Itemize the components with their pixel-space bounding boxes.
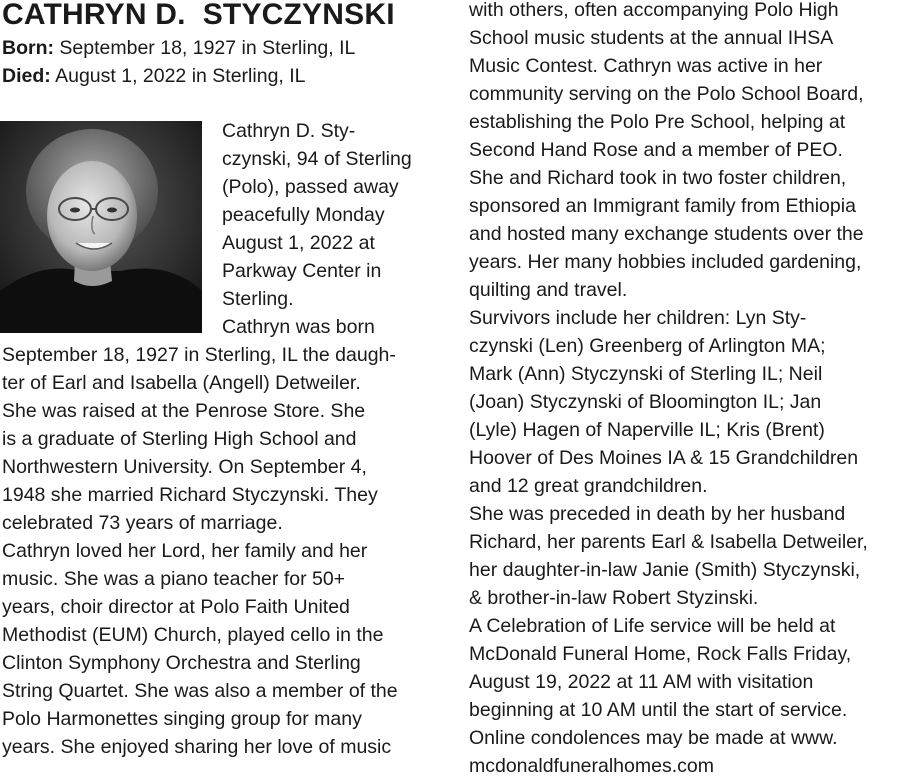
text-line: August 19, 2022 at 11 AM with visitation <box>469 671 814 693</box>
text-line: Second Hand Rose and a member of PEO. <box>469 139 843 161</box>
text-line: McDonald Funeral Home, Rock Falls Friday, <box>469 643 852 665</box>
text-line: and 12 great grandchildren. <box>469 475 708 497</box>
text-line: Music Contest. Cathryn was active in her <box>469 55 823 77</box>
born-line <box>2 34 355 62</box>
text-line: Cathryn D. Sty- <box>222 120 356 142</box>
text-line: (Joan) Styczynski of Bloomington IL; Jan <box>469 391 822 413</box>
text-line: 1948 she married Richard Styczynski. They <box>2 484 378 506</box>
text-line: Mark (Ann) Styczynski of Sterling IL; Neil <box>469 363 823 385</box>
text-line: her daughter-in-law Janie (Smith) Styczynski, <box>469 559 861 581</box>
text-line: A Celebration of Life service will be held at <box>469 615 836 637</box>
text-line: (Polo), passed away <box>222 176 399 198</box>
obituary-title: CATHRYN D. STYCZYNSKI <box>2 0 395 31</box>
text-line: Polo Harmonettes singing group for many <box>2 708 362 730</box>
text-line: mcdonaldfuneralhomes.com <box>469 755 714 777</box>
text-line: (Lyle) Hagen of Naperville IL; Kris (Brent) <box>469 419 825 441</box>
text-line: is a graduate of Sterling High School and <box>2 428 357 450</box>
text-line: community serving on the Polo School Board, <box>469 83 864 105</box>
text-line: czynski, 94 of Sterling <box>222 148 412 170</box>
text-line: establishing the Polo Pre School, helping at <box>469 111 846 133</box>
text-line: years, choir director at Polo Faith United <box>2 596 350 618</box>
text-line: Clinton Symphony Orchestra and Sterling <box>2 652 361 674</box>
portrait-image <box>0 121 202 333</box>
text-line: years. Her many hobbies included gardening, <box>469 251 862 273</box>
text-line: sponsored an Immigrant family from Ethiopia <box>469 195 856 217</box>
text-line: and hosted many exchange students over the <box>469 223 864 245</box>
portrait-photo <box>0 121 202 333</box>
text-line: czynski (Len) Greenberg of Arlington MA; <box>469 335 826 357</box>
died-line <box>2 62 306 90</box>
text-line: Northwestern University. On September 4, <box>2 456 367 478</box>
text-line: Methodist (EUM) Church, played cello in the <box>2 624 384 646</box>
text-line: String Quartet. She was also a member of the <box>2 680 398 702</box>
born-label: Born: <box>2 37 54 59</box>
text-line: September 18, 1927 in Sterling, IL the daugh- <box>2 344 396 366</box>
text-line: Hoover of Des Moines IA & 15 Grandchildren <box>469 447 859 469</box>
text-line: Parkway Center in <box>222 260 382 282</box>
died-value: August 1, 2022 in Sterling, IL <box>50 65 306 87</box>
text-line: ter of Earl and Isabella (Angell) Detweiler. <box>2 372 361 394</box>
text-line: School music students at the annual IHSA <box>469 27 834 49</box>
text-line: She was preceded in death by her husband <box>469 503 846 525</box>
died-label: Died: <box>2 65 51 87</box>
text-line: years. She enjoyed sharing her love of music <box>2 736 392 758</box>
text-line: Cathryn loved her Lord, her family and her <box>2 540 368 562</box>
text-line: Richard, her parents Earl & Isabella Detweiler, <box>469 531 868 553</box>
text-line: celebrated 73 years of marriage. <box>2 512 283 534</box>
text-line: August 1, 2022 at <box>222 232 375 254</box>
text-line: Cathryn was born <box>222 316 375 338</box>
text-line: Sterling. <box>222 288 294 310</box>
text-line: peacefully Monday <box>222 204 385 226</box>
text-line: beginning at 10 AM until the start of service. <box>469 699 848 721</box>
text-line: & brother-in-law Robert Styzinski. <box>469 587 759 609</box>
text-line: Online condolences may be made at www. <box>469 727 838 749</box>
text-line: quilting and travel. <box>469 279 628 301</box>
text-line: Survivors include her children: Lyn Sty- <box>469 307 807 329</box>
text-line: She was raised at the Penrose Store. She <box>2 400 366 422</box>
text-line: She and Richard took in two foster children, <box>469 167 847 189</box>
text-line: music. She was a piano teacher for 50+ <box>2 568 346 590</box>
text-line: with others, often accompanying Polo High <box>469 0 839 21</box>
born-value: September 18, 1927 in Sterling, IL <box>54 37 356 59</box>
